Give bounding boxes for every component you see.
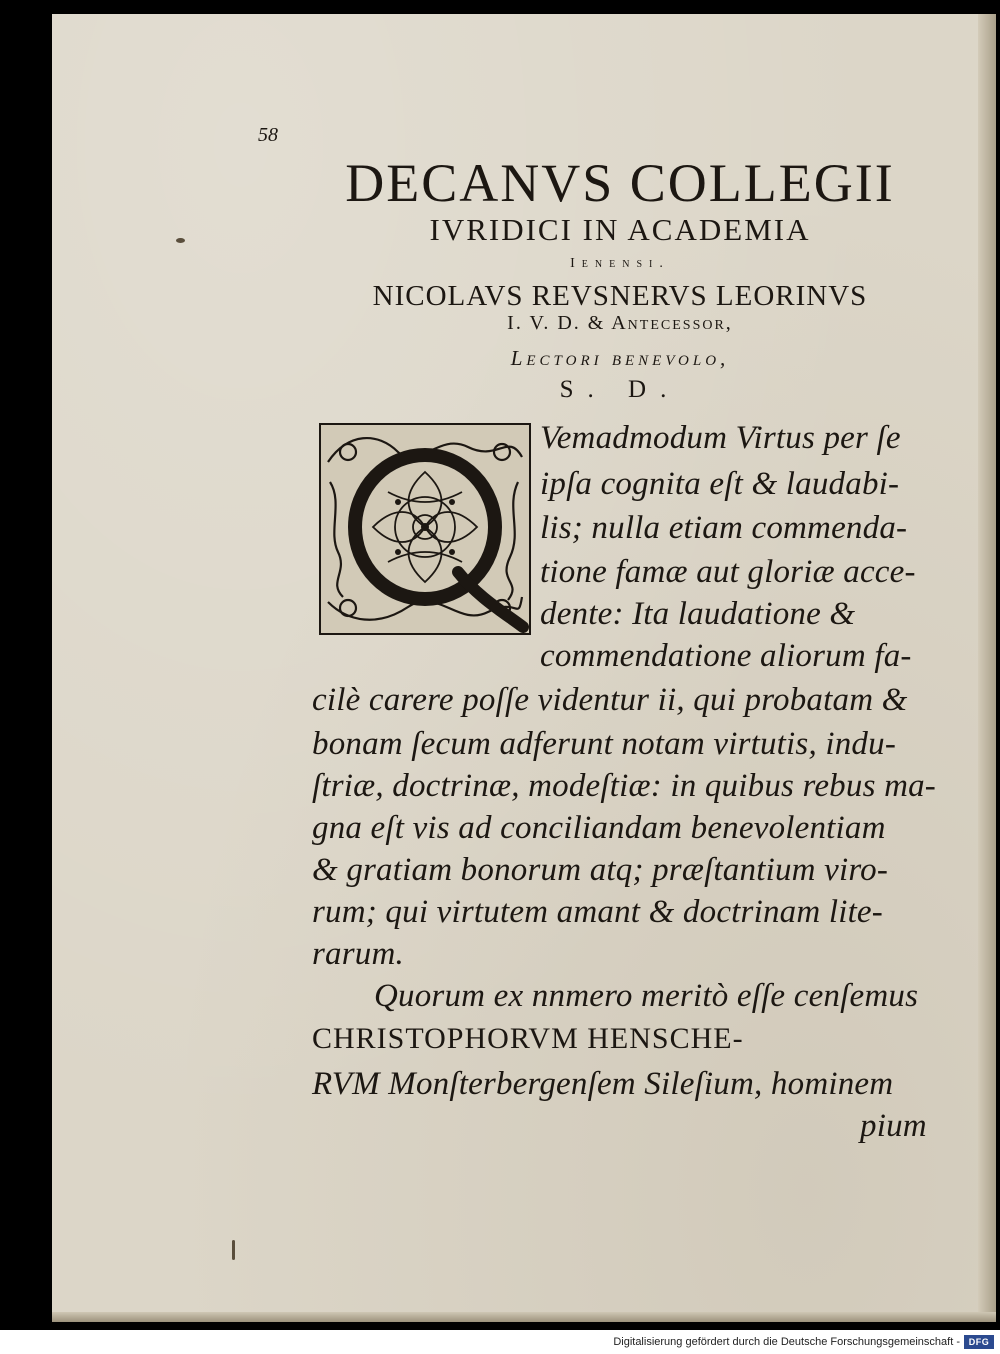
page-number: 58 [258, 124, 278, 146]
heading-ienensi: Ienensi. [570, 256, 670, 271]
ornamental-initial-Q-icon [318, 422, 532, 636]
text-line: gna eſt vis ad conciliandam benevolentiam [312, 810, 886, 846]
catchword: pium [860, 1108, 927, 1144]
heading-lectori: Lectori benevolo, [510, 346, 730, 370]
text-line: lis; nulla etiam commenda- [540, 510, 908, 546]
text-line: tione famæ aut gloriæ acce- [540, 554, 916, 590]
text-line: CHRISTOPHORVM HENSCHE- [312, 1022, 744, 1055]
text-line: ſtriæ, doctrinæ, modeſtiæ: in quibus rebus ma- [312, 768, 936, 804]
text-line: Vemadmodum Virtus per ſe [540, 420, 901, 456]
heading-decanus: DECANVS COLLEGII [345, 153, 895, 213]
text-line: bonam ſecum adferunt notam virtutis, indu- [312, 726, 897, 762]
footer-bar [0, 1332, 1000, 1354]
dfg-logo-icon: DFG [964, 1335, 994, 1349]
text-line: rarum. [312, 936, 404, 972]
page-edge-bottom [52, 1312, 996, 1322]
text-line: RVM Monſterbergenſem Sileſium, hominem [312, 1066, 894, 1102]
text-line: commendatione aliorum fa- [540, 638, 912, 674]
text-line: & gratiam bonorum atq; præſtantium viro- [312, 852, 889, 888]
heading-author-name: NICOLAVS REVSNERVS LEORINVS [372, 280, 868, 312]
ink-speck [176, 238, 185, 243]
heading-author-title: I. V. D. & Antecessor, [507, 312, 733, 334]
text-line: Quorum ex nnmero meritò eſſe cenſemus [374, 978, 919, 1014]
text-line: rum; qui virtutem amant & doctrinam lite- [312, 894, 883, 930]
heading-salutem: S. D. [559, 376, 681, 403]
text-line: dente: Ita laudatione & [540, 596, 856, 632]
text-line: cilè carere poſſe videntur ii, qui probatam & [312, 682, 908, 718]
footer-credit: Digitalisierung gefördert durch die Deutsche Forschungsgemeinschaft - [613, 1336, 960, 1348]
ink-speck [232, 1240, 235, 1260]
heading-iuridici: IVRIDICI IN ACADEMIA [429, 212, 811, 247]
text-line: ipſa cognita eſt & laudabi- [540, 466, 900, 502]
